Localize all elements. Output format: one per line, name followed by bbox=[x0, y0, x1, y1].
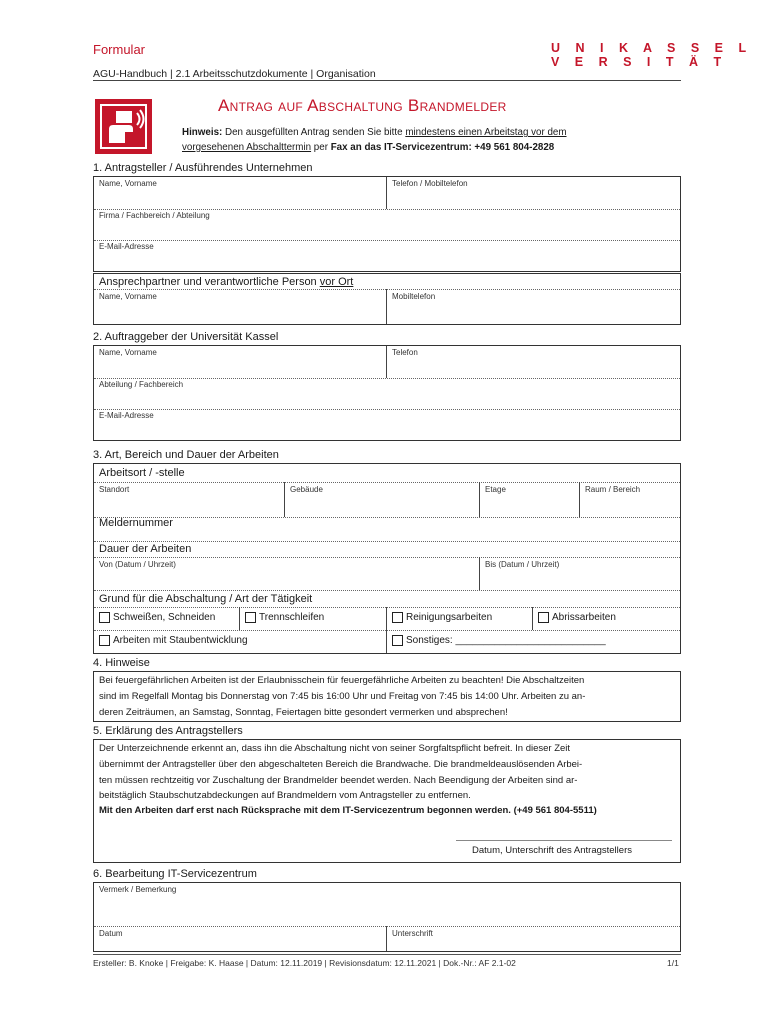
fax-number: Fax an das IT-Servicezentrum: +49 561 804-2828 bbox=[330, 142, 555, 153]
hint-text-1: Den ausgefüllten Antrag senden Sie bitte bbox=[222, 127, 406, 138]
header-divider bbox=[93, 80, 681, 81]
divider bbox=[579, 482, 580, 517]
document-title: Antrag auf Abschaltung Brandmelder bbox=[218, 96, 507, 115]
declaration-line-4: beitstäglich Staubschutzabdeckungen auf Brandmeldern vom Antragsteller zu entfernen. bbox=[99, 790, 471, 801]
section-2-title: 2. Auftraggeber der Universität Kassel bbox=[93, 331, 279, 343]
divider bbox=[386, 177, 387, 209]
logo-line-1: U N I K A S S E L bbox=[551, 41, 753, 55]
option-other[interactable]: Sonstiges: ___________________________ bbox=[392, 635, 606, 646]
divider bbox=[94, 482, 680, 483]
divider bbox=[94, 557, 680, 558]
section-4-title: 4. Hinweise bbox=[93, 657, 150, 669]
checkbox[interactable] bbox=[392, 612, 403, 623]
applicant-name-field[interactable]: Name, Vorname bbox=[99, 179, 157, 188]
divider bbox=[386, 346, 387, 378]
divider bbox=[239, 607, 240, 630]
page-number: 1/1 bbox=[667, 958, 679, 968]
it-signature-field[interactable]: Unterschrift bbox=[392, 929, 433, 938]
declaration-line-3: ten müssen rechtzeitig vor Zuschaltung der Brandmelder beendet werden. Nach Beendigung der Arbeiten sind ar- bbox=[99, 775, 578, 786]
checkbox[interactable] bbox=[392, 635, 403, 646]
divider bbox=[284, 482, 285, 517]
submission-hint bbox=[182, 125, 567, 155]
client-email-field[interactable]: E-Mail-Adresse bbox=[99, 411, 154, 420]
contact-title: Ansprechpartner und verantwortliche Person vor Ort bbox=[99, 276, 354, 288]
section-5-title: 5. Erklärung des Antragstellers bbox=[93, 725, 243, 737]
note-line-1: Bei feuergefährlichen Arbeiten ist der Erlaubnisschein für feuergefährliche Arbeiten zu beachten! Die Abschaltzeiten bbox=[99, 675, 585, 686]
checkbox[interactable] bbox=[538, 612, 549, 623]
notes-box bbox=[93, 671, 681, 722]
hint-text-1-underlined: mindestens einen Arbeitstag vor dem bbox=[405, 127, 567, 138]
section-1-title: 1. Antragsteller / Ausführendes Unternehmen bbox=[93, 162, 313, 174]
applicant-phone-field[interactable]: Telefon / Mobiltelefon bbox=[392, 179, 468, 188]
site-field[interactable]: Standort bbox=[99, 485, 130, 494]
hint-text-2: per bbox=[311, 142, 331, 153]
divider bbox=[94, 590, 680, 591]
room-field[interactable]: Raum / Bereich bbox=[585, 485, 641, 494]
it-date-field[interactable]: Datum bbox=[99, 929, 123, 938]
to-datetime-field[interactable]: Bis (Datum / Uhrzeit) bbox=[485, 560, 560, 569]
it-processing-box bbox=[93, 882, 681, 952]
divider bbox=[94, 630, 680, 631]
divider bbox=[532, 607, 533, 630]
client-name-field[interactable]: Name, Vorname bbox=[99, 348, 157, 357]
note-line-3: deren Zeiträumen, an Samstag, Sonntag, Feiertagen bitte gesondert vermerken und absprechen! bbox=[99, 707, 508, 718]
divider bbox=[94, 209, 680, 210]
footer-divider bbox=[93, 954, 681, 955]
university-logo bbox=[551, 41, 752, 69]
client-phone-field[interactable]: Telefon bbox=[392, 348, 418, 357]
option-demolition[interactable]: Abrissarbeiten bbox=[538, 612, 616, 623]
building-field[interactable]: Gebäude bbox=[290, 485, 323, 494]
hint-text-2-underlined: vorgesehenen Abschalttermin bbox=[182, 142, 312, 153]
client-dept-field[interactable]: Abteilung / Fachbereich bbox=[99, 380, 184, 389]
logo-line-2: V E R S I T Ä T bbox=[551, 55, 728, 69]
divider bbox=[386, 926, 387, 951]
divider bbox=[479, 557, 480, 590]
contact-name-field[interactable]: Name, Vorname bbox=[99, 292, 157, 301]
divider bbox=[94, 541, 680, 542]
declaration-line-2: übernimmt der Antragsteller über den abgeschalteten Bereich die Brandwache. Die brandmeldeauslösenden Arbei- bbox=[99, 759, 583, 770]
document-footer: Ersteller: B. Knoke | Freigabe: K. Haase | Datum: 12.11.2019 | Revisionsdatum: 12.11.2021 | Dok.-Nr.: AF 2.1-02 bbox=[93, 958, 516, 968]
hint-label: Hinweis: bbox=[182, 127, 223, 138]
applicant-box bbox=[93, 176, 681, 272]
work-details-box bbox=[93, 463, 681, 654]
duration-heading: Dauer der Arbeiten bbox=[99, 543, 192, 555]
from-datetime-field[interactable]: Von (Datum / Uhrzeit) bbox=[99, 560, 176, 569]
signature-line[interactable] bbox=[456, 840, 672, 841]
signature-label: Datum, Unterschrift des Antragstellers bbox=[472, 845, 632, 856]
reason-heading: Grund für die Abschaltung / Art der Tätigkeit bbox=[99, 593, 313, 605]
section-3-title: 3. Art, Bereich und Dauer der Arbeiten bbox=[93, 449, 279, 461]
detector-number-field[interactable]: Meldernummer bbox=[99, 517, 173, 529]
option-dust-work[interactable]: Arbeiten mit Staubentwicklung bbox=[99, 635, 248, 646]
contact-mobile-field[interactable]: Mobiltelefon bbox=[392, 292, 436, 301]
section-6-title: 6. Bearbeitung IT-Servicezentrum bbox=[93, 868, 257, 880]
checkbox[interactable] bbox=[99, 635, 110, 646]
divider bbox=[386, 289, 387, 324]
declaration-warning: Mit den Arbeiten darf erst nach Rücksprache mit dem IT-Servicezentrum begonnen werden. (+49 561 804-5511) bbox=[99, 805, 597, 816]
divider bbox=[94, 517, 680, 518]
divider bbox=[94, 409, 680, 410]
divider bbox=[94, 926, 680, 927]
option-cutoff-grinding[interactable]: Trennschleifen bbox=[245, 612, 324, 623]
checkbox[interactable] bbox=[245, 612, 256, 623]
document-type-label: Formular bbox=[93, 42, 146, 57]
divider bbox=[94, 240, 680, 241]
declaration-line-1: Der Unterzeichnende erkennt an, dass ihn die Abschaltung nicht von seiner Sorgfaltspflicht befreit. In dieser Zeit bbox=[99, 743, 571, 754]
declaration-box bbox=[93, 739, 681, 863]
divider bbox=[479, 482, 480, 517]
work-place-heading: Arbeitsort / -stelle bbox=[99, 467, 185, 479]
floor-field[interactable]: Etage bbox=[485, 485, 506, 494]
remarks-field[interactable]: Vermerk / Bemerkung bbox=[99, 885, 177, 894]
option-welding[interactable]: Schweißen, Schneiden bbox=[99, 612, 215, 623]
handbook-breadcrumb: AGU-Handbuch | 2.1 Arbeitsschutzdokumente | Organisation bbox=[93, 68, 376, 80]
client-box bbox=[93, 345, 681, 441]
company-field[interactable]: Firma / Fachbereich / Abteilung bbox=[99, 211, 210, 220]
checkbox[interactable] bbox=[99, 612, 110, 623]
option-cleaning[interactable]: Reinigungsarbeiten bbox=[392, 612, 492, 623]
divider bbox=[94, 607, 680, 608]
contact-person-box bbox=[93, 273, 681, 325]
divider bbox=[94, 289, 680, 290]
note-line-2: sind im Regelfall Montag bis Donnerstag von 7:45 bis 16:00 Uhr und Freitag von 7:45 bis 14:00 Uhr. Arbeiten zu an- bbox=[99, 691, 586, 702]
applicant-email-field[interactable]: E-Mail-Adresse bbox=[99, 242, 154, 251]
fire-alarm-icon bbox=[95, 99, 152, 154]
divider bbox=[94, 378, 680, 379]
